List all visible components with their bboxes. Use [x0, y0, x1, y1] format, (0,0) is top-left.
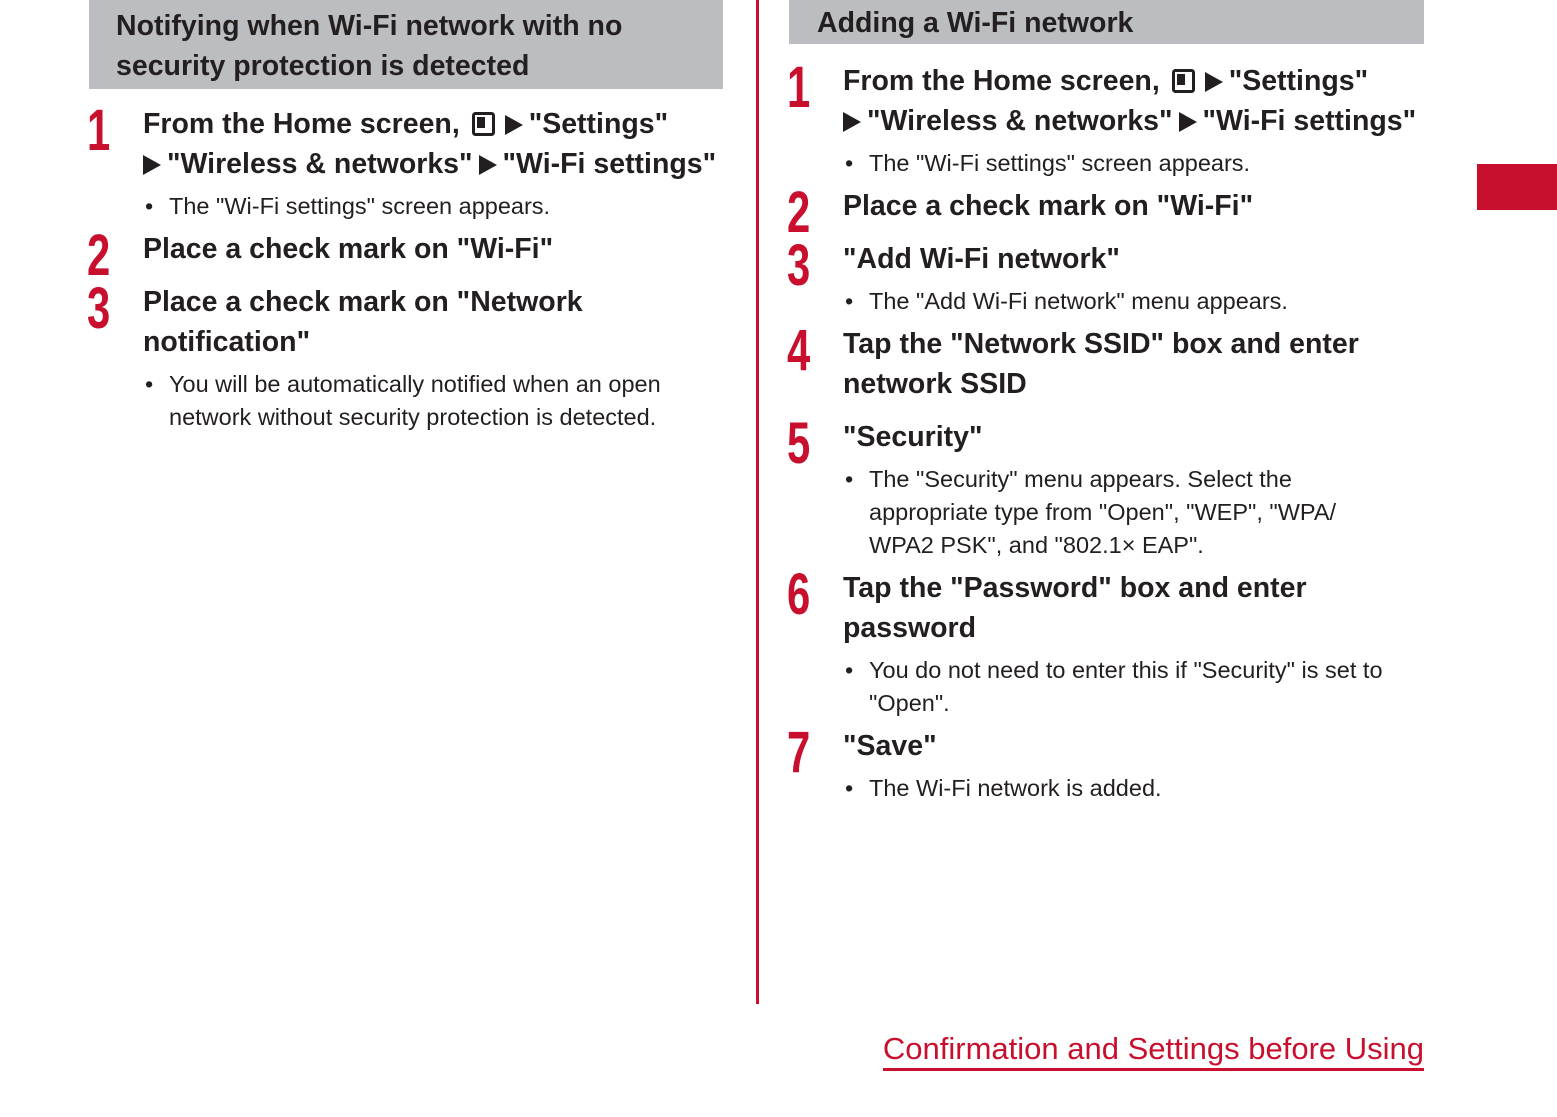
step-text: "Wireless & networks"	[167, 148, 473, 180]
menu-key-icon	[472, 112, 495, 136]
step-number: 6	[787, 562, 809, 627]
right-step-4	[787, 318, 1424, 404]
step-text: "Settings"	[1228, 65, 1369, 97]
step-number: 2	[87, 223, 109, 288]
left-step-2	[87, 223, 723, 288]
right-step-5	[787, 411, 1424, 562]
step-title: Tap the "Password" box and enter password	[843, 572, 1307, 644]
right-step-7	[787, 720, 1424, 805]
left-steps	[87, 98, 723, 434]
step-title	[843, 61, 1424, 141]
right-step-6	[787, 562, 1424, 720]
step-number: 3	[787, 233, 809, 298]
triangle-right-icon	[143, 155, 161, 175]
step-number: 4	[787, 318, 809, 383]
triangle-right-icon	[479, 155, 497, 175]
left-column	[89, 0, 723, 434]
menu-key-icon	[1172, 69, 1195, 93]
step-text: "Wi-Fi settings"	[502, 148, 717, 180]
step-text: From the Home screen,	[843, 65, 1168, 97]
step-title: Place a check mark on "Network notification"	[143, 286, 583, 358]
triangle-right-icon	[1205, 72, 1223, 92]
triangle-right-icon	[505, 115, 523, 135]
left-step-1	[87, 98, 723, 223]
column-divider	[756, 0, 759, 1004]
right-step-1	[787, 55, 1424, 180]
chapter-tab-marker	[1477, 164, 1557, 210]
section-title-adding-network: Adding a Wi-Fi network	[789, 0, 1424, 44]
step-number: 3	[87, 276, 109, 341]
step-number: 2	[787, 180, 809, 245]
step-note: • The "Security" menu appears. Select the appropriate type from "Open", "WEP", "WPA/ WPA2 PSK", and "802.1× EAP".	[843, 463, 1399, 562]
right-column	[789, 0, 1424, 805]
step-text: "Wi-Fi settings"	[1202, 105, 1417, 137]
right-steps	[787, 55, 1424, 805]
step-text: From the Home screen,	[143, 108, 468, 140]
step-title: Place a check mark on "Wi-Fi"	[843, 190, 1254, 222]
step-note: • You do not need to enter this if "Security" is set to "Open".	[843, 654, 1429, 720]
step-note: • You will be automatically notified when an open network without security protection is detected.	[143, 368, 729, 434]
step-title: "Add Wi-Fi network"	[843, 243, 1120, 275]
step-title: Place a check mark on "Wi-Fi"	[143, 233, 554, 265]
step-text: "Wireless & networks"	[867, 105, 1173, 137]
step-number: 5	[787, 411, 809, 476]
step-text: "Settings"	[528, 108, 669, 140]
step-title	[143, 104, 723, 184]
step-note: • The Wi-Fi network is added.	[843, 772, 1424, 805]
step-note: • The "Wi-Fi settings" screen appears.	[843, 147, 1424, 180]
triangle-right-icon	[843, 112, 861, 132]
step-title: "Save"	[843, 730, 937, 762]
step-number: 1	[87, 98, 109, 163]
footer-chapter-title: Confirmation and Settings before Using	[883, 1030, 1424, 1071]
step-number: 1	[787, 55, 809, 120]
step-note: • The "Wi-Fi settings" screen appears.	[143, 190, 723, 223]
section-title-network-notification: Notifying when Wi-Fi network with no security protection is detected	[89, 0, 723, 89]
step-title: "Security"	[843, 421, 983, 453]
step-number: 7	[787, 720, 809, 785]
step-note: • The "Add Wi-Fi network" menu appears.	[843, 285, 1424, 318]
triangle-right-icon	[1179, 112, 1197, 132]
left-step-3	[87, 276, 723, 434]
right-step-2	[787, 180, 1424, 245]
right-step-3	[787, 233, 1424, 318]
step-title: Tap the "Network SSID" box and enter network SSID	[843, 328, 1359, 400]
